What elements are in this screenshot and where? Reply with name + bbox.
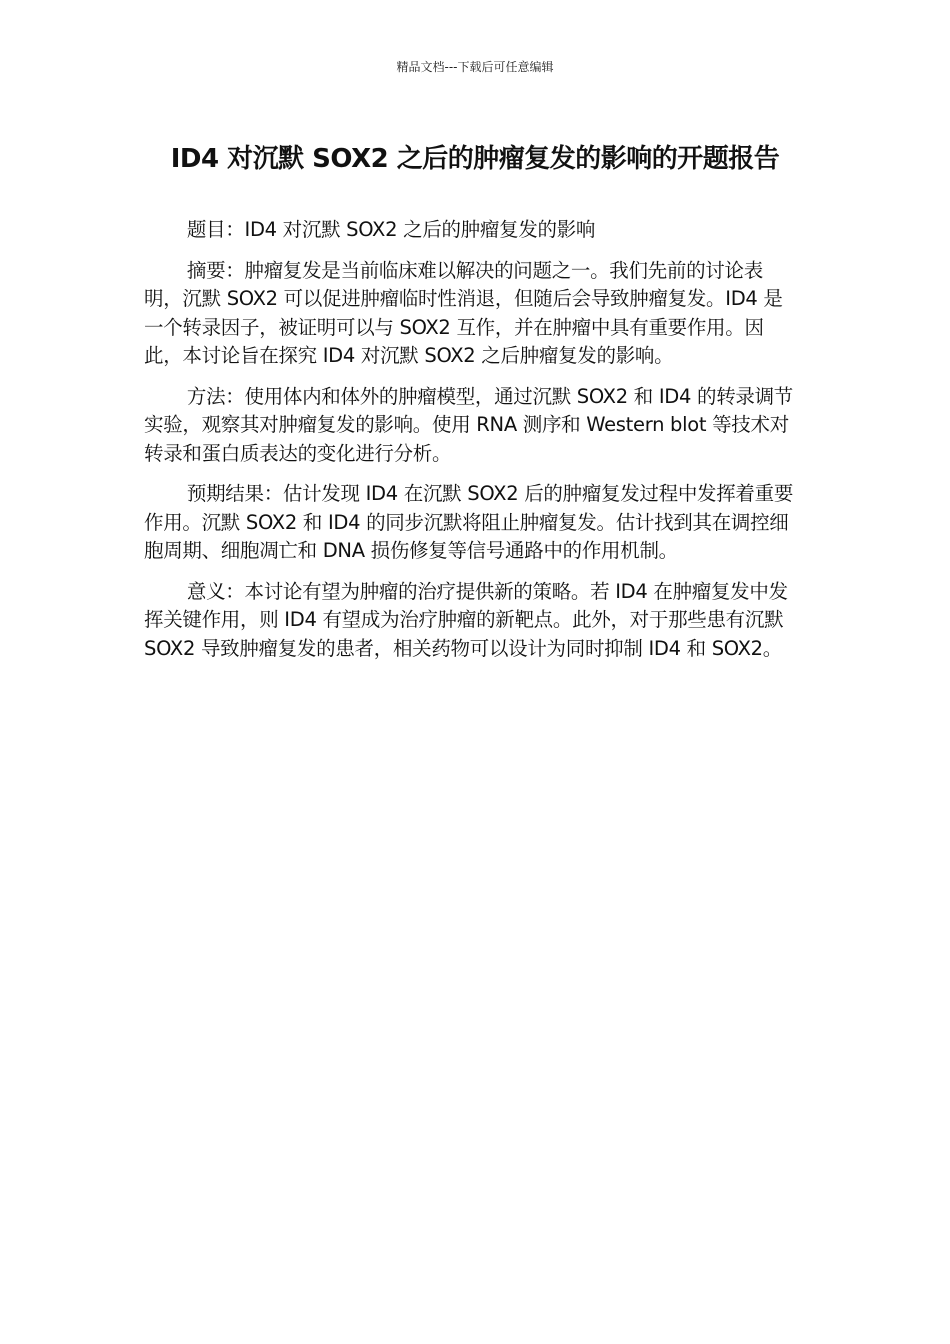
header-note: 精品文档---下载后可任意编辑 bbox=[396, 60, 554, 74]
paragraph-topic bbox=[144, 216, 796, 245]
paragraph-methods bbox=[144, 383, 796, 469]
paragraph-expected-results bbox=[144, 480, 796, 566]
paragraph-text: 肿瘤复发是当前临床难以解决的问题之一。我们先前的讨论表明，沉默 SOX2 可以促进肿瘤临时性消退，但随后会导致肿瘤复发。ID4 是一个转录因子，被证明可以与 SOX2 互作，并在肿瘤中具有重要作用。因此，本讨论旨在探究 ID4 对沉默 SOX2 之后肿瘤复发的影响。 bbox=[144, 258, 783, 367]
paragraph-significance bbox=[144, 578, 796, 664]
paragraph-text: ID4 对沉默 SOX2 之后的肿瘤复发的影响 bbox=[244, 218, 596, 241]
paragraph-label: 方法： bbox=[186, 384, 245, 408]
document-body bbox=[144, 216, 796, 675]
paragraph-label: 预期结果： bbox=[186, 482, 283, 505]
paragraph-text: 本讨论有望为肿瘤的治疗提供新的策略。若 ID4 在肿瘤复发中发挥关键作用，则 ID4 有望成为治疗肿瘤的新靶点。此外，对于那些患有沉默 SOX2 导致肿瘤复发的患者，相关药物可以设计为同时抑制 ID4 和 SOX2。 bbox=[144, 579, 788, 660]
paragraph-text: 估计发现 ID4 在沉默 SOX2 后的肿瘤复发过程中发挥着重要作用。沉默 SOX2 和 ID4 的同步沉默将阻止肿瘤复发。估计找到其在调控细胞周期、细胞凋亡和 DNA 损伤修复等信号通路中的作用机制。 bbox=[144, 482, 794, 562]
paragraph-label: 题目： bbox=[186, 218, 245, 241]
paragraph-label: 意义： bbox=[186, 579, 245, 603]
paragraph-abstract bbox=[144, 257, 796, 371]
document-title: ID4 对沉默 SOX2 之后的肿瘤复发的影响的开题报告 bbox=[170, 144, 780, 174]
paragraph-text: 使用体内和体外的肿瘤模型，通过沉默 SOX2 和 ID4 的转录调节实验，观察其对肿瘤复发的影响。使用 RNA 测序和 Western blot 等技术对转录和蛋白质表达的变化进行分析。 bbox=[144, 384, 794, 465]
paragraph-label: 摘要： bbox=[186, 258, 245, 282]
